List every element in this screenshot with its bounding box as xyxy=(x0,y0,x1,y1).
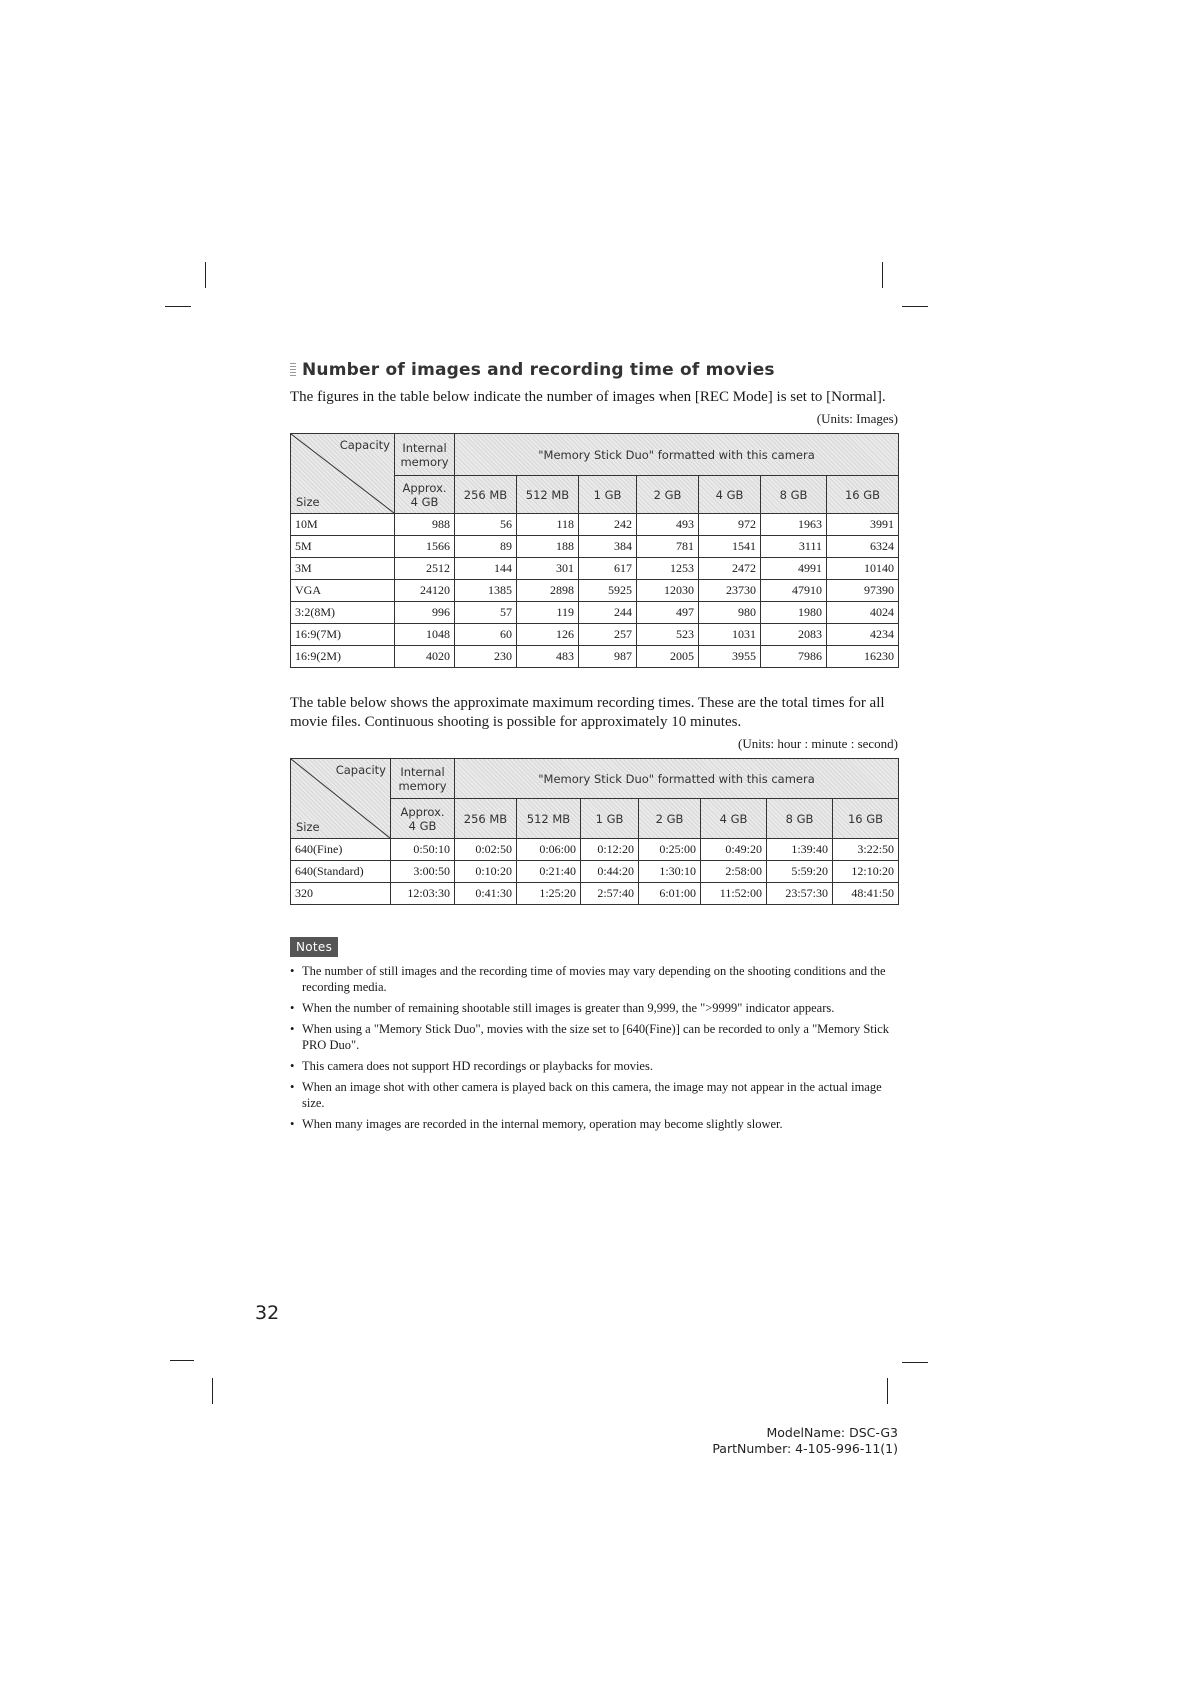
note-item: • When many images are recorded in the internal memory, operation may become slightly slower. xyxy=(290,1116,898,1132)
cell: 384 xyxy=(579,536,637,558)
cell: 3991 xyxy=(827,514,899,536)
crop-mark xyxy=(165,306,191,307)
cell: 126 xyxy=(517,624,579,646)
cell: 0:25:00 xyxy=(639,839,701,861)
table2-corner xyxy=(291,759,391,839)
row-size: 5M xyxy=(291,536,395,558)
row-size: 3:2(8M) xyxy=(291,602,395,624)
cell: 301 xyxy=(517,558,579,580)
cell: 2:58:00 xyxy=(701,861,767,883)
cell: 56 xyxy=(455,514,517,536)
cell: 12030 xyxy=(637,580,699,602)
capacity-header: 2 GB xyxy=(639,799,701,839)
cell: 523 xyxy=(637,624,699,646)
table-row xyxy=(291,646,899,668)
cell: 10140 xyxy=(827,558,899,580)
notes-badge: Notes xyxy=(290,937,338,957)
cell: 0:12:20 xyxy=(581,839,639,861)
cell: 0:21:40 xyxy=(517,861,581,883)
cell: 89 xyxy=(455,536,517,558)
note-item: • The number of still images and the recording time of movies may vary depending on the shooting conditions and the recording media. xyxy=(290,963,898,995)
cell: 493 xyxy=(637,514,699,536)
cell: 1541 xyxy=(699,536,761,558)
cell: 0:50:10 xyxy=(391,839,455,861)
cell: 3955 xyxy=(699,646,761,668)
crop-mark xyxy=(902,1362,928,1363)
row-size: 3M xyxy=(291,558,395,580)
cell: 0:10:20 xyxy=(455,861,517,883)
cell: 4020 xyxy=(395,646,455,668)
cell: 244 xyxy=(579,602,637,624)
crop-mark xyxy=(902,306,928,307)
table2-body xyxy=(291,839,899,905)
cell: 4024 xyxy=(827,602,899,624)
cell: 118 xyxy=(517,514,579,536)
size-label: Size xyxy=(296,495,320,509)
cell: 617 xyxy=(579,558,637,580)
cell: 972 xyxy=(699,514,761,536)
cell: 0:02:50 xyxy=(455,839,517,861)
recording-time-text: The table below shows the approximate maximum recording times. These are the total times for all movie files. Continuous shooting is possible for approximately 10 minutes. xyxy=(290,695,885,730)
table-row xyxy=(291,602,899,624)
size-label: Size xyxy=(296,820,320,834)
cell: 781 xyxy=(637,536,699,558)
capacity-header: 256 MB xyxy=(455,476,517,514)
cell: 11:52:00 xyxy=(701,883,767,905)
crop-mark xyxy=(205,262,206,288)
cell: 119 xyxy=(517,602,579,624)
note-item: • When the number of remaining shootable still images is greater than 9,999, the ">9999" indicator appears. xyxy=(290,1000,898,1016)
cell: 988 xyxy=(395,514,455,536)
cell: 5925 xyxy=(579,580,637,602)
table-row xyxy=(291,558,899,580)
heading-marker-icon xyxy=(290,363,296,376)
cell: 0:49:20 xyxy=(701,839,767,861)
table-row xyxy=(291,839,899,861)
capacity-header: 1 GB xyxy=(581,799,639,839)
table2-units: (Units: hour : minute : second) xyxy=(738,736,898,751)
section-heading xyxy=(290,360,898,380)
capacity-header: 2 GB xyxy=(637,476,699,514)
cell: 1566 xyxy=(395,536,455,558)
approx-header: Approx. 4 GB xyxy=(391,799,455,839)
row-size: 320 xyxy=(291,883,391,905)
cell: 188 xyxy=(517,536,579,558)
recording-time-table xyxy=(290,758,899,905)
cell: 257 xyxy=(579,624,637,646)
model-info xyxy=(700,1425,898,1457)
cell: 1031 xyxy=(699,624,761,646)
note-item: • This camera does not support HD recordings or playbacks for movies. xyxy=(290,1058,898,1074)
part-number: PartNumber: 4-105-996-11(1) xyxy=(712,1441,898,1456)
cell: 1048 xyxy=(395,624,455,646)
cell: 6324 xyxy=(827,536,899,558)
cell: 2512 xyxy=(395,558,455,580)
table-row xyxy=(291,624,899,646)
cell: 2083 xyxy=(761,624,827,646)
row-size: 640(Fine) xyxy=(291,839,391,861)
page-number: 32 xyxy=(255,1302,280,1324)
cell: 230 xyxy=(455,646,517,668)
cell: 4234 xyxy=(827,624,899,646)
image-count-table xyxy=(290,433,899,668)
cell: 1385 xyxy=(455,580,517,602)
notes-list xyxy=(290,963,898,1132)
table-row xyxy=(291,514,899,536)
cell: 48:41:50 xyxy=(833,883,899,905)
cell: 1963 xyxy=(761,514,827,536)
cell: 144 xyxy=(455,558,517,580)
cell: 987 xyxy=(579,646,637,668)
capacity-label: Capacity xyxy=(339,438,390,452)
capacity-header: 16 GB xyxy=(833,799,899,839)
cell: 3111 xyxy=(761,536,827,558)
table-row xyxy=(291,861,899,883)
cell: 6:01:00 xyxy=(639,883,701,905)
cell: 1253 xyxy=(637,558,699,580)
model-name: ModelName: DSC-G3 xyxy=(766,1425,898,1440)
capacity-header: 16 GB xyxy=(827,476,899,514)
cell: 24120 xyxy=(395,580,455,602)
cell: 2472 xyxy=(699,558,761,580)
cell: 996 xyxy=(395,602,455,624)
crop-mark xyxy=(212,1378,213,1404)
intro-text: The figures in the table below indicate the number of images when [REC Mode] is set to [Normal]. xyxy=(290,389,886,405)
cell: 1:25:20 xyxy=(517,883,581,905)
crop-mark xyxy=(882,262,883,288)
cell: 2898 xyxy=(517,580,579,602)
capacity-label: Capacity xyxy=(335,763,386,777)
capacity-header: 1 GB xyxy=(579,476,637,514)
cell: 0:44:20 xyxy=(581,861,639,883)
cell: 1:39:40 xyxy=(767,839,833,861)
note-item: • When using a "Memory Stick Duo", movies with the size set to [640(Fine)] can be recorded to only a "Memory Stick PRO Duo". xyxy=(290,1021,898,1053)
cell: 4991 xyxy=(761,558,827,580)
table1-units: (Units: Images) xyxy=(816,411,898,426)
cell: 1980 xyxy=(761,602,827,624)
internal-memory-header: Internal memory xyxy=(395,434,455,476)
cell: 3:22:50 xyxy=(833,839,899,861)
capacity-header: 4 GB xyxy=(699,476,761,514)
cell: 3:00:50 xyxy=(391,861,455,883)
page-content xyxy=(290,360,898,1137)
section-title: Number of images and recording time of movies xyxy=(302,360,775,380)
cell: 483 xyxy=(517,646,579,668)
cell: 60 xyxy=(455,624,517,646)
memory-stick-header: "Memory Stick Duo" formatted with this camera xyxy=(455,434,899,476)
cell: 12:03:30 xyxy=(391,883,455,905)
cell: 0:06:00 xyxy=(517,839,581,861)
cell: 1:30:10 xyxy=(639,861,701,883)
capacity-header: 8 GB xyxy=(767,799,833,839)
crop-mark xyxy=(887,1378,888,1404)
cell: 7986 xyxy=(761,646,827,668)
cell: 97390 xyxy=(827,580,899,602)
table1-corner xyxy=(291,434,395,514)
internal-memory-header: Internal memory xyxy=(391,759,455,799)
memory-stick-header: "Memory Stick Duo" formatted with this camera xyxy=(455,759,899,799)
cell: 242 xyxy=(579,514,637,536)
cell: 16230 xyxy=(827,646,899,668)
row-size: 16:9(7M) xyxy=(291,624,395,646)
note-item: • When an image shot with other camera is played back on this camera, the image may not appear in the actual image size. xyxy=(290,1079,898,1111)
cell: 12:10:20 xyxy=(833,861,899,883)
crop-mark xyxy=(170,1360,194,1361)
table-row xyxy=(291,580,899,602)
cell: 57 xyxy=(455,602,517,624)
cell: 23730 xyxy=(699,580,761,602)
table-row xyxy=(291,883,899,905)
capacity-header: 8 GB xyxy=(761,476,827,514)
cell: 497 xyxy=(637,602,699,624)
cell: 47910 xyxy=(761,580,827,602)
cell: 2005 xyxy=(637,646,699,668)
cell: 23:57:30 xyxy=(767,883,833,905)
cell: 5:59:20 xyxy=(767,861,833,883)
row-size: 10M xyxy=(291,514,395,536)
table-row xyxy=(291,536,899,558)
row-size: VGA xyxy=(291,580,395,602)
table1-body xyxy=(291,514,899,668)
capacity-header: 4 GB xyxy=(701,799,767,839)
row-size: 16:9(2M) xyxy=(291,646,395,668)
cell: 2:57:40 xyxy=(581,883,639,905)
cell: 980 xyxy=(699,602,761,624)
capacity-header: 512 MB xyxy=(517,799,581,839)
approx-header: Approx. 4 GB xyxy=(395,476,455,514)
capacity-header: 256 MB xyxy=(455,799,517,839)
cell: 0:41:30 xyxy=(455,883,517,905)
row-size: 640(Standard) xyxy=(291,861,391,883)
capacity-header: 512 MB xyxy=(517,476,579,514)
